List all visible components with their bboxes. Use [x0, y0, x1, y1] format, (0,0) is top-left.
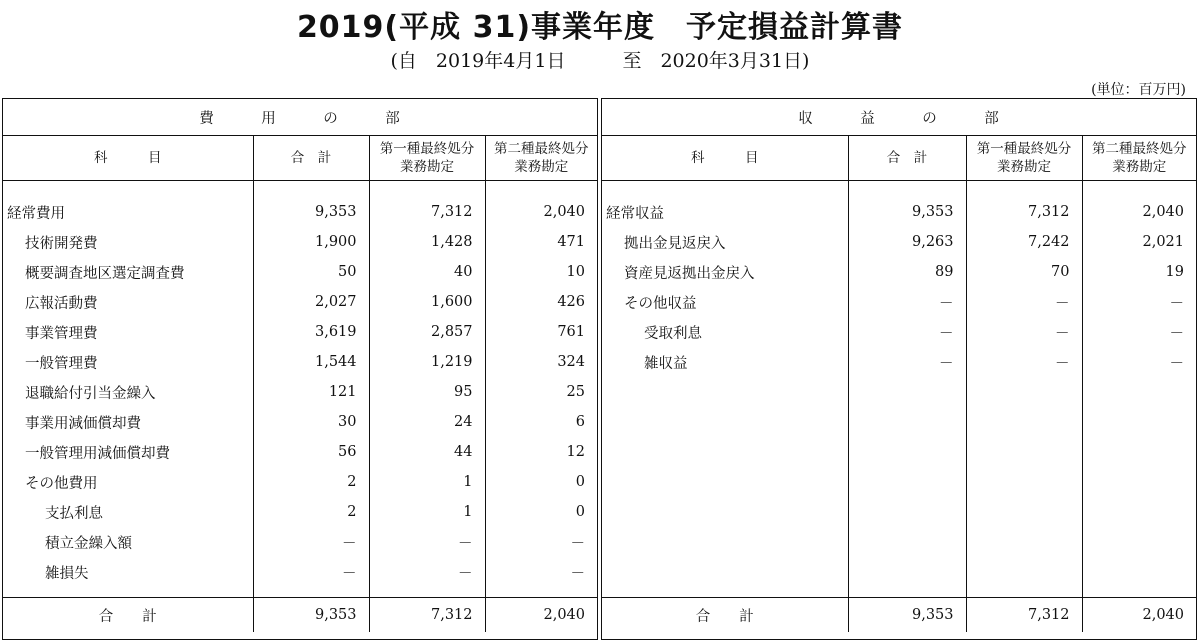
col-total: 合 計 [253, 136, 369, 181]
row-type1: 1,600 [369, 287, 485, 317]
row-label: 概要調査地区選定調査費 [25, 265, 185, 282]
col-item: 科 目 [3, 136, 253, 181]
row-label: 経常収益 [606, 205, 664, 222]
row-total: 56 [253, 437, 369, 467]
spacer-row [3, 587, 597, 598]
row-total: － [848, 317, 966, 347]
row-type1 [966, 557, 1082, 587]
row-type1 [966, 467, 1082, 497]
row-total: 30 [253, 407, 369, 437]
row-total: － [253, 557, 369, 587]
row-type1: 7,312 [369, 197, 485, 227]
row-type1: － [369, 557, 485, 587]
row-label: 事業用減価償却費 [25, 415, 141, 432]
spacer-cell [602, 181, 848, 198]
row-type2: － [485, 527, 597, 557]
row-total: 9,353 [848, 197, 966, 227]
col-type2 [485, 136, 597, 181]
row-type2 [1082, 557, 1196, 587]
row-type1: 1 [369, 497, 485, 527]
row-label: 積立金繰入額 [45, 535, 132, 552]
row-label: 退職給付引当金繰入 [25, 385, 156, 402]
row-type2: 471 [485, 227, 597, 257]
table-row [602, 257, 1196, 287]
row-label [602, 467, 848, 497]
col-type1 [966, 136, 1082, 181]
unit-label: (単位：百万円) [1091, 82, 1186, 98]
empty-row [602, 377, 1196, 407]
row-total: 3,619 [253, 317, 369, 347]
col-item: 科 目 [602, 136, 848, 181]
row-type2: 0 [485, 497, 597, 527]
row-type2: － [1082, 347, 1196, 377]
row-label: 一般管理費 [25, 355, 98, 372]
row-type1: － [966, 347, 1082, 377]
table-row [3, 197, 597, 227]
row-type2 [1082, 497, 1196, 527]
row-type1: － [966, 287, 1082, 317]
row-type1: 7,242 [966, 227, 1082, 257]
spacer-cell [369, 587, 485, 598]
row-type1: 95 [369, 377, 485, 407]
empty-row [602, 557, 1196, 587]
spacer-cell [1082, 587, 1196, 598]
expenses-rows [3, 181, 597, 598]
total-type1: 7,312 [369, 598, 485, 633]
spacer-cell [848, 181, 966, 198]
row-type2 [1082, 437, 1196, 467]
spacer-cell [966, 181, 1082, 198]
table-row [3, 257, 597, 287]
row-total [848, 407, 966, 437]
col-type1-label: 第一種最終処分業務勘定 [379, 141, 475, 175]
row-type2: 0 [485, 467, 597, 497]
row-total [848, 377, 966, 407]
spacer-cell [602, 587, 848, 598]
revenues-section-title: 収 益 の 部 [602, 99, 1196, 136]
empty-row [602, 437, 1196, 467]
spacer-cell [966, 587, 1082, 598]
col-type2-label: 第二種最終処分業務勘定 [1092, 141, 1187, 175]
row-type2: 2,021 [1082, 227, 1196, 257]
table-row [602, 227, 1196, 257]
row-type2: 10 [485, 257, 597, 287]
row-type1: － [369, 527, 485, 557]
col-type1 [369, 136, 485, 181]
row-type2: － [485, 557, 597, 587]
row-type2 [1082, 467, 1196, 497]
table-row [3, 287, 597, 317]
row-total: 1,544 [253, 347, 369, 377]
row-label [602, 557, 848, 587]
row-label [602, 527, 848, 557]
row-total: 2,027 [253, 287, 369, 317]
row-total: 121 [253, 377, 369, 407]
empty-row [602, 407, 1196, 437]
row-total: 2 [253, 467, 369, 497]
row-total [848, 497, 966, 527]
empty-row [602, 497, 1196, 527]
row-label [602, 437, 848, 467]
row-label: 技術開発費 [25, 235, 98, 252]
row-type1 [966, 437, 1082, 467]
table-row [3, 557, 597, 587]
spacer-cell [1082, 181, 1196, 198]
col-total: 合 計 [848, 136, 966, 181]
row-type1: 44 [369, 437, 485, 467]
row-total: － [848, 287, 966, 317]
row-type1: 2,857 [369, 317, 485, 347]
row-label: 一般管理用減価償却費 [25, 445, 170, 462]
row-label [602, 497, 848, 527]
fiscal-period: (自 2019年4月1日 至 2020年3月31日) [390, 50, 810, 72]
table-row [3, 497, 597, 527]
row-total: － [848, 347, 966, 377]
table-row [602, 197, 1196, 227]
row-type1: 70 [966, 257, 1082, 287]
row-type1 [966, 497, 1082, 527]
row-label: 広報活動費 [25, 295, 98, 312]
row-label: 支払利息 [45, 505, 103, 522]
row-type1 [966, 407, 1082, 437]
row-type1: 7,312 [966, 197, 1082, 227]
spacer-cell [3, 181, 253, 198]
row-type1: － [966, 317, 1082, 347]
row-total: 1,900 [253, 227, 369, 257]
page-title: 2019(平成 31)事業年度 予定損益計算書 [296, 10, 904, 45]
spacer-cell [3, 587, 253, 598]
row-type2: 324 [485, 347, 597, 377]
row-label [602, 377, 848, 407]
table-row [3, 527, 597, 557]
table-row [602, 347, 1196, 377]
spacer-cell [253, 587, 369, 598]
row-type2: 12 [485, 437, 597, 467]
revenues-total-row [602, 598, 1196, 633]
row-total: 89 [848, 257, 966, 287]
table-row [3, 407, 597, 437]
spacer-cell [369, 181, 485, 198]
row-type2: 19 [1082, 257, 1196, 287]
row-type2: 2,040 [485, 197, 597, 227]
row-total: 9,353 [253, 197, 369, 227]
table-row [3, 377, 597, 407]
row-type1: 1 [369, 467, 485, 497]
row-total [848, 557, 966, 587]
total-value: 9,353 [253, 598, 369, 633]
row-type2 [1082, 377, 1196, 407]
spacer-cell [485, 181, 597, 198]
row-type1: 1,219 [369, 347, 485, 377]
spacer-cell [253, 181, 369, 198]
spacer-cell [485, 587, 597, 598]
row-type2: 426 [485, 287, 597, 317]
table-row [602, 287, 1196, 317]
row-type1 [966, 377, 1082, 407]
row-type2: 2,040 [1082, 197, 1196, 227]
table-row [3, 227, 597, 257]
spacer-row [3, 181, 597, 198]
total-type1: 7,312 [966, 598, 1082, 633]
row-type2: 6 [485, 407, 597, 437]
col-type1-label: 第一種最終処分業務勘定 [976, 141, 1072, 175]
row-total [848, 437, 966, 467]
total-label: 合 計 [3, 598, 253, 633]
row-type1: 1,428 [369, 227, 485, 257]
row-label: 事業管理費 [25, 325, 98, 342]
table-row [3, 317, 597, 347]
spacer-row [602, 181, 1196, 198]
row-label: 受取利息 [644, 325, 702, 342]
row-total: 50 [253, 257, 369, 287]
row-type2: 25 [485, 377, 597, 407]
table-row [3, 437, 597, 467]
row-total: 9,263 [848, 227, 966, 257]
table-row [3, 467, 597, 497]
row-type1: 24 [369, 407, 485, 437]
expenses-section-title: 費 用 の 部 [3, 99, 597, 136]
row-type2 [1082, 527, 1196, 557]
row-label: その他収益 [624, 295, 697, 312]
row-label: その他費用 [25, 475, 98, 492]
spacer-cell [848, 587, 966, 598]
expenses-total-row [3, 598, 597, 633]
spacer-row [602, 587, 1196, 598]
row-type2: 761 [485, 317, 597, 347]
expenses-panel [2, 98, 598, 640]
row-label: 経常費用 [7, 205, 65, 222]
total-label: 合 計 [602, 598, 848, 633]
row-label: 雑収益 [644, 355, 688, 372]
row-total [848, 467, 966, 497]
total-type2: 2,040 [485, 598, 597, 633]
total-type2: 2,040 [1082, 598, 1196, 633]
expenses-table [3, 99, 597, 632]
row-total: 2 [253, 497, 369, 527]
row-label: 拠出金見返戻入 [624, 235, 726, 252]
total-value: 9,353 [848, 598, 966, 633]
row-type2: － [1082, 317, 1196, 347]
row-label: 雑損失 [45, 565, 89, 582]
row-type2: － [1082, 287, 1196, 317]
revenues-rows [602, 181, 1196, 598]
revenues-panel [601, 98, 1197, 640]
table-row [602, 317, 1196, 347]
row-type1: 40 [369, 257, 485, 287]
empty-row [602, 527, 1196, 557]
row-total [848, 527, 966, 557]
row-total: － [253, 527, 369, 557]
row-label [602, 407, 848, 437]
table-row [3, 347, 597, 377]
col-type2 [1082, 136, 1196, 181]
col-type2-label: 第二種最終処分業務勘定 [494, 141, 589, 175]
revenues-table [602, 99, 1196, 632]
row-type2 [1082, 407, 1196, 437]
row-type1 [966, 527, 1082, 557]
empty-row [602, 467, 1196, 497]
row-label: 資産見返拠出金戻入 [624, 265, 755, 282]
